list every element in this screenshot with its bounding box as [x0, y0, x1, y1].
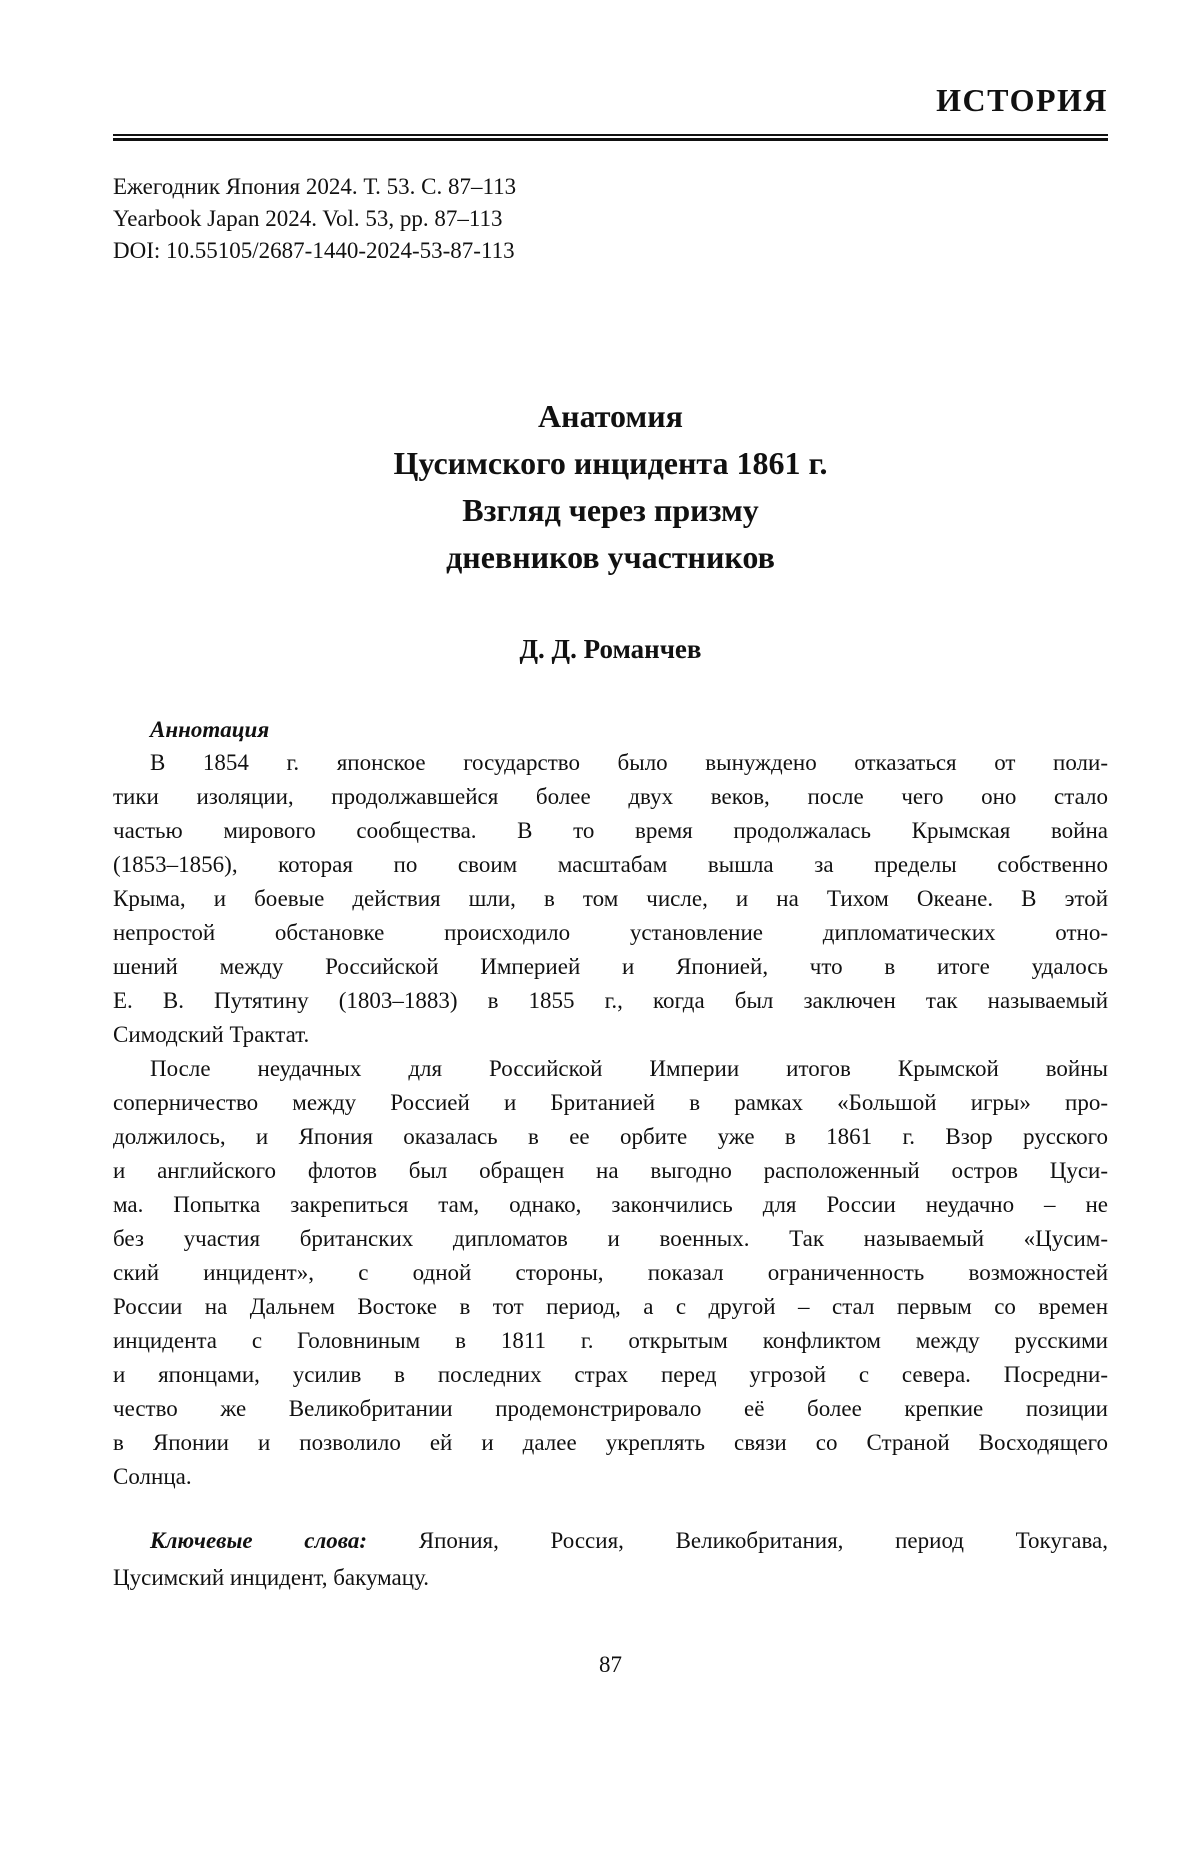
text-line: После неудачных для Российской Империи итогов Крымской войны: [150, 1056, 1108, 1081]
keywords-label: Ключевые слова:: [150, 1528, 368, 1553]
text-line: соперничество между Россией и Британией в рамках «Большой игры» про-: [113, 1090, 1108, 1115]
text-line: и японцами, усилив в последних страх перед угрозой с севера. Посредни-: [113, 1362, 1108, 1387]
text-line: тики изоляции, продолжавшейся более двух веков, после чего оно стало: [113, 784, 1108, 809]
keywords-line-1: [113, 1522, 1108, 1559]
page-number: 87: [599, 1652, 622, 1677]
citation-doi: DOI: 10.55105/2687-1440-2024-53-87-113: [113, 238, 515, 263]
text-line: (1853–1856), которая по своим масштабам вышла за пределы собственно: [113, 852, 1108, 877]
header-divider: [113, 134, 1108, 141]
keywords-text: Япония, Россия, Великобритания, период Токугава,: [418, 1528, 1108, 1553]
text-line: чество же Великобритании продемонстрировало её более крепкие позиции: [113, 1396, 1108, 1421]
text-line: Солнца.: [113, 1464, 192, 1489]
section-label: ИСТОРИЯ: [936, 82, 1108, 118]
page-container: [0, 82, 1200, 1862]
text-line: инцидента с Головниным в 1811 г. открытым конфликтом между русскими: [113, 1328, 1108, 1353]
text-line: частью мирового сообщества. В то время продолжалась Крымская война: [113, 818, 1108, 843]
text-line: ский инцидент», с одной стороны, показал ограниченность возможностей: [113, 1260, 1108, 1285]
abstract-paragraph-2: [113, 1052, 1108, 1494]
citation-line-ru: Ежегодник Япония 2024. Т. 53. С. 87–113: [113, 174, 517, 199]
text-line: России на Дальнем Востоке в тот период, а с другой – стал первым со времен: [113, 1294, 1108, 1319]
text-line: Е. В. Путятину (1803–1883) в 1855 г., когда был заключен так называемый: [113, 988, 1108, 1013]
text-line: без участия британских дипломатов и военных. Так называемый «Цусим-: [113, 1226, 1108, 1251]
citation-line-en: Yearbook Japan 2024. Vol. 53, pp. 87–113: [113, 206, 503, 231]
keywords-line-2: Цусимский инцидент, бакумацу.: [113, 1565, 430, 1590]
text-line: должилось, и Япония оказалась в ее орбите уже в 1861 г. Взор русского: [113, 1124, 1108, 1149]
text-line: Крыма, и боевые действия шли, в том числе, и на Тихом Океане. В этой: [113, 886, 1108, 911]
title-line: Цусимского инцидента 1861 г.: [393, 445, 828, 481]
author-name: Д. Д. Романчев: [519, 634, 702, 664]
abstract-paragraph-1: [113, 746, 1108, 1052]
text-line: ма. Попытка закрепиться там, однако, закончились для России неудачно – не: [113, 1192, 1108, 1217]
title-line: дневников участников: [446, 539, 775, 575]
text-line: В 1854 г. японское государство было вынуждено отказаться от поли-: [150, 750, 1108, 775]
abstract-heading: Аннотация: [150, 717, 270, 742]
title-line: Анатомия: [538, 398, 683, 434]
text-line: Симодский Трактат.: [113, 1022, 310, 1047]
text-line: шений между Российской Империей и Японией, что в итоге удалось: [113, 954, 1108, 979]
text-line: и английского флотов был обращен на выгодно расположенный остров Цуси-: [113, 1158, 1108, 1183]
citation-block: [113, 171, 1108, 267]
title-line: Взгляд через призму: [462, 492, 759, 528]
keywords-paragraph: [113, 1522, 1108, 1596]
text-line: в Японии и позволило ей и далее укреплять связи со Страной Восходящего: [113, 1430, 1108, 1455]
article-title: [113, 393, 1108, 581]
text-line: непростой обстановке происходило установление дипломатических отно-: [113, 920, 1108, 945]
